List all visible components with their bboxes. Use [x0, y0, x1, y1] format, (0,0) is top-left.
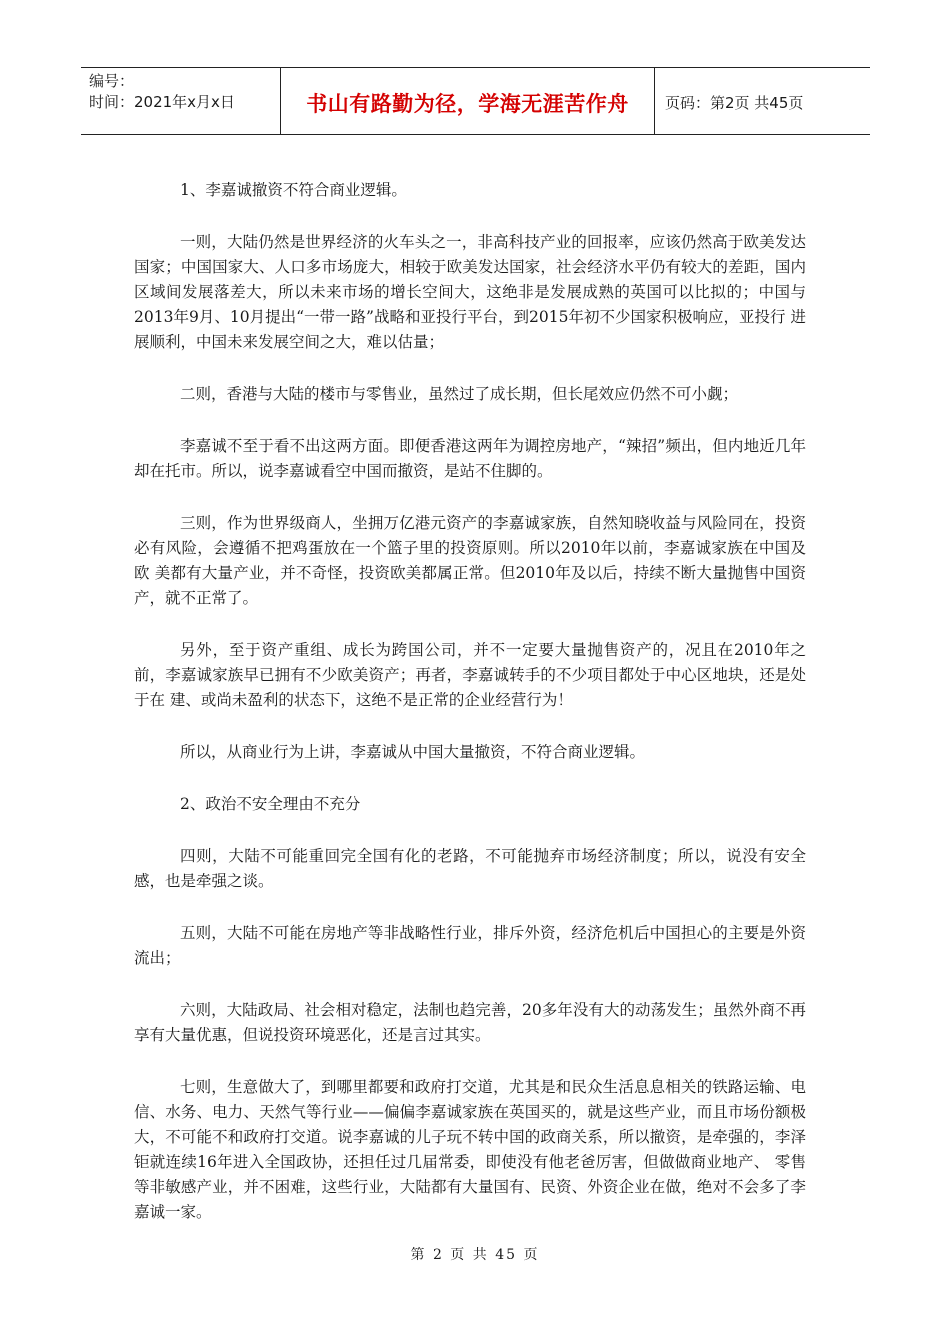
- section-heading: 1、李嘉诚撤资不符合商业逻辑。: [180, 181, 407, 199]
- body-paragraph: 另外，至于资产重组、成长为跨国公司，并不一定要大量抛售资产的，况且在2010年之前，李嘉诚家族早已拥有不少欧美资产；再者，李嘉诚转手的不少项目都处于中心区地块，还是处于在 建、或尚未盈利的状态下，这绝不是正常的企业经营行为！: [134, 641, 806, 709]
- section-heading: 2、政治不安全理由不充分: [180, 795, 361, 813]
- document-time-label: 时间：2021年x月x日: [89, 93, 235, 111]
- body-paragraph: 李嘉诚不至于看不出这两方面。即便香港这两年为调控房地产，“辣招”频出，但内地近几年却在托市。所以，说李嘉诚看空中国而撤资，是站不住脚的。: [134, 437, 806, 480]
- header-motto: 书山有路勤为径，学海无涯苦作舟: [281, 68, 655, 134]
- page-header: [81, 67, 870, 135]
- body-paragraph: 四则，大陆不可能重回完全国有化的老路，不可能抛弃市场经济制度；所以，说没有安全感，也是牵强之谈。: [134, 847, 806, 890]
- page-footer-number: 第 2 页 共 45 页: [410, 1247, 540, 1263]
- body-paragraph: 六则，大陆政局、社会相对稳定，法制也趋完善，20多年没有大的动荡发生；虽然外商不再享有大量优惠，但说投资环境恶化，还是言过其实。: [134, 1001, 806, 1044]
- header-meta-cell: [81, 68, 281, 134]
- document-body: [134, 178, 806, 1252]
- body-paragraph: 二则，香港与大陆的楼市与零售业，虽然过了成长期，但长尾效应仍然不可小觑；: [180, 385, 739, 403]
- body-paragraph: 所以，从商业行为上讲，李嘉诚从中国大量撤资，不符合商业逻辑。: [180, 743, 646, 761]
- body-paragraph: 五则，大陆不可能在房地产等非战略性行业，排斥外资，经济危机后中国担心的主要是外资流出；: [134, 924, 806, 967]
- body-paragraph: 一则，大陆仍然是世界经济的火车头之一，非高科技产业的回报率，应该仍然高于欧美发达国家；中国国家大、人口多市场庞大，相较于欧美发达国家，社会经济水平仍有较大的差距，国内 区域间发展落差大，所以未来市场的增长空间大，这绝非是发展成熟的英国可以比拟的；中国与2013年9月、10月提出“一带一路”战略和亚投行平台，到2015年初不少国家积极响应，亚投行 进展顺利，中国未来发展空间之大，难以估量；: [134, 233, 806, 351]
- body-paragraph: 三则，作为世界级商人，坐拥万亿港元资产的李嘉诚家族，自然知晓收益与风险同在，投资必有风险，会遵循不把鸡蛋放在一个篮子里的投资原则。所以2010年以前，李嘉诚家族在中国及欧 美都有大量产业，并不奇怪，投资欧美都属正常。但2010年及以后，持续不断大量抛售中国资产，就不正常了。: [134, 514, 806, 607]
- header-page-info: 页码：第2页 共45页: [665, 93, 804, 112]
- body-paragraph: 七则，生意做大了，到哪里都要和政府打交道，尤其是和民众生活息息相关的铁路运输、电信、水务、电力、天然气等行业——偏偏李嘉诚家族在英国买的，就是这些产业，而且市场份额极 大，不可能不和政府打交道。说李嘉诚的儿子玩不转中国的政商关系，所以撤资，是牵强的，李泽钜就连续16年进入全国政协，还担任过几届常委，即使没有他老爸厉害，但做做商业地产、 零售等非敏感产业，并不困难，这些行业，大陆都有大量国有、民资、外资企业在做，绝对不会多了李嘉诚一家。: [134, 1078, 806, 1221]
- document-number-label: 编号：: [89, 72, 135, 90]
